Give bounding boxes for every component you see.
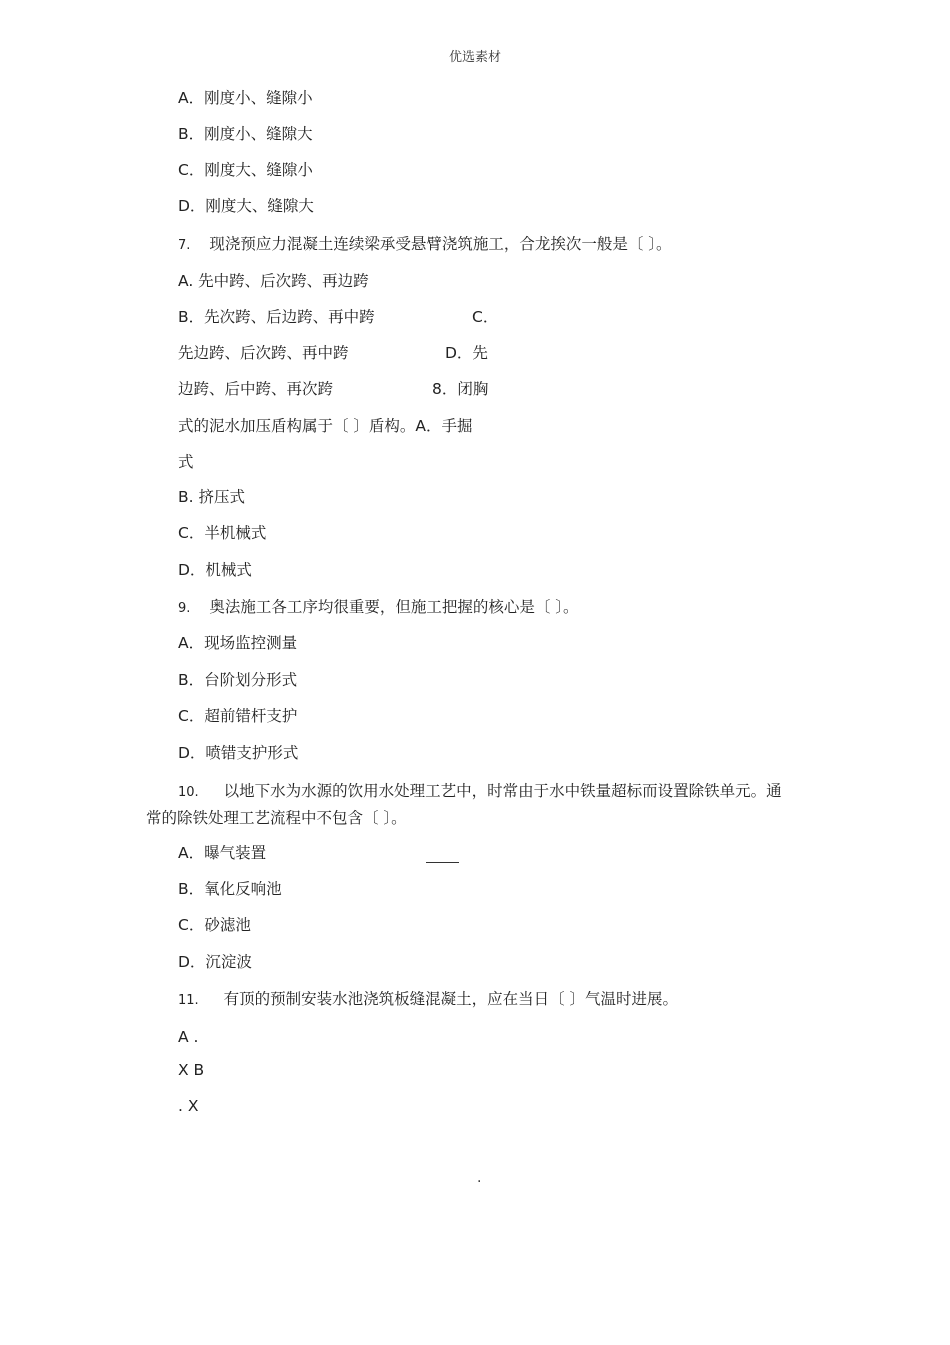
question-number: 11. (178, 993, 199, 1008)
underline-mark (426, 862, 459, 863)
question-8-option-b: B. 挤压式 (178, 488, 245, 506)
question-9-option-c: C．超前错杆支护 (178, 707, 298, 725)
option-d: D．刚度大、缝隙大 (178, 197, 314, 215)
question-8-number: 8．闭胸 (432, 380, 489, 398)
question-7-option-c-text: 先边跨、后次跨、再中跨 (178, 344, 349, 362)
question-9-option-b: B．台阶划分形式 (178, 671, 298, 689)
question-10-text-cont: 常的除铁处理工艺流程中不包含〔 〕。 (146, 809, 407, 827)
question-7-option-d-text: 边跨、后中跨、再次跨 (178, 380, 334, 398)
question-9-option-d: D．喷错支护形式 (178, 744, 299, 762)
question-11-option-b: X B (178, 1061, 205, 1079)
question-8-text: 式的泥水加压盾构属于〔 〕盾构。A．手掘 (178, 417, 473, 435)
question-10-option-b: B．氧化反响池 (178, 880, 282, 898)
question-11-option-c: . X (178, 1097, 199, 1115)
question-number: 10. (178, 785, 199, 800)
question-10-option-c: C．砂滤池 (178, 916, 251, 934)
question-10-option-a: A．曝气装置 (178, 844, 267, 862)
question-8-option-d: D．机械式 (178, 561, 252, 579)
page-footer-mark: . (477, 1170, 482, 1186)
question-text: 有顶的预制安装水池浇筑板缝混凝土，应在当日〔 〕气温时进展。 (223, 990, 679, 1008)
question-11 (178, 989, 678, 1011)
option-a: A．刚度小、缝隙小 (178, 89, 313, 107)
question-8-option-c: C．半机械式 (178, 524, 267, 542)
question-number: 7. (178, 238, 191, 253)
question-11-option-a: A . (178, 1028, 199, 1046)
question-text: 现浇预应力混凝土连续梁承受悬臂浇筑施工，合龙挨次一般是〔 〕。 (209, 235, 672, 253)
question-10-option-d: D．沉淀波 (178, 953, 252, 971)
option-b: B．刚度小、缝隙大 (178, 125, 313, 143)
question-7-option-b: B．先次跨、后边跨、再中跨 (178, 308, 375, 326)
question-7-option-d-label: D．先 (445, 344, 488, 362)
question-9-option-a: A．现场监控测量 (178, 634, 298, 652)
page-header-title: 优选素材 (448, 50, 501, 65)
question-9 (178, 597, 579, 619)
question-10 (178, 781, 782, 803)
question-7 (178, 234, 672, 256)
option-c: C．刚度大、缝隙小 (178, 161, 313, 179)
question-7-option-c-label: C． (472, 308, 499, 326)
question-8-option-a-cont: 式 (178, 453, 194, 471)
question-text: 以地下水为水源的饮用水处理工艺中，时常由于水中铁量超标而设置除铁单元。通 (223, 782, 782, 800)
question-text: 奥法施工各工序均很重要，但施工把握的核心是〔 〕。 (209, 598, 579, 616)
question-7-option-a: A. 先中跨、后次跨、再边跨 (178, 272, 369, 290)
question-number: 9. (178, 601, 191, 616)
